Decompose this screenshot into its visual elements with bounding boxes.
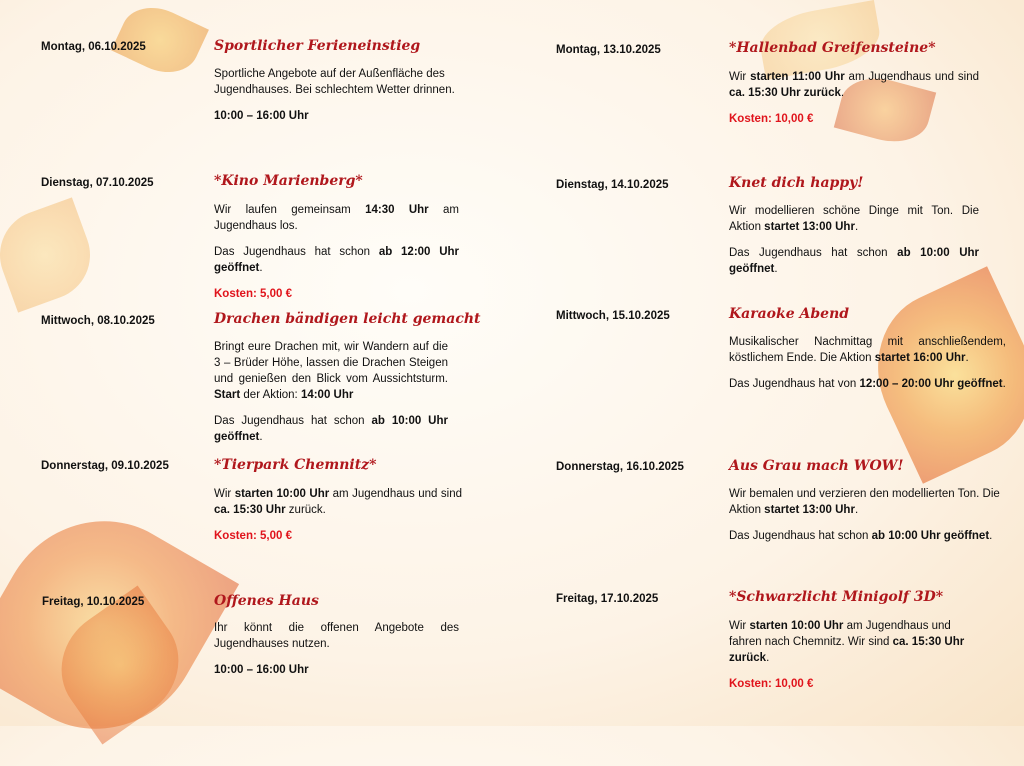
event-date: Freitag, 10.10.2025 (42, 596, 145, 608)
event-description (729, 618, 984, 702)
event-time: 10:00 – 16:00 Uhr (214, 110, 309, 122)
event-date: Donnerstag, 16.10.2025 (556, 461, 684, 473)
event-opening-hours: Das Jugendhaus hat schon ab 10:00 Uhr geöffnet. (214, 415, 448, 443)
event-text: Wir laufen gemeinsam 14:30 Uhr am Jugendhaus los. (214, 204, 459, 232)
event-date: Montag, 06.10.2025 (41, 41, 146, 53)
event-date: Freitag, 17.10.2025 (556, 593, 659, 605)
event-text: Wir bemalen und verzieren den modellierten Ton. Die Aktion startet 13:00 Uhr. (729, 488, 1000, 516)
event-time: 10:00 – 16:00 Uhr (214, 664, 309, 676)
event-title: *Tierpark Chemnitz* (214, 457, 377, 473)
event-title: Drachen bändigen leicht gemacht (214, 311, 481, 327)
event-text: Wir starten 10:00 Uhr am Jugendhaus und sind ca. 15:30 Uhr zurück. (214, 488, 462, 516)
event-text: Bringt eure Drachen mit, wir Wandern auf die 3 – Brüder Höhe, lassen die Drachen Steigen und genießen den Blick vom Aussichtsturm. Start der Aktion: 14:00 Uhr (214, 341, 448, 401)
event-description (729, 334, 1006, 402)
event-opening-hours: Das Jugendhaus hat schon ab 12:00 Uhr geöffnet. (214, 246, 460, 274)
event-date: Mittwoch, 15.10.2025 (556, 310, 670, 322)
event-text: Wir starten 11:00 Uhr am Jugendhaus und sind ca. 15:30 Uhr zurück. (729, 71, 980, 99)
event-description (729, 203, 979, 287)
event-text: Wir modellieren schöne Dinge mit Ton. Die Aktion startet 13:00 Uhr. (729, 205, 979, 233)
event-title: *Schwarzlicht Minigolf 3D* (729, 589, 944, 605)
event-date: Donnerstag, 09.10.2025 (41, 460, 169, 472)
event-title: Aus Grau mach WOW! (729, 458, 904, 474)
event-price: Kosten: 5,00 € (214, 288, 292, 300)
event-description (214, 66, 459, 134)
event-date: Mittwoch, 08.10.2025 (41, 315, 155, 327)
event-description (729, 69, 979, 137)
event-title: Knet dich happy! (729, 175, 864, 191)
event-text: Sportliche Angebote auf der Außenfläche des Jugendhauses. Bei schlechtem Wetter drinnen. (214, 68, 455, 96)
event-description (214, 486, 462, 554)
event-opening-hours: Das Jugendhaus hat schon ab 10:00 Uhr geöffnet. (729, 530, 993, 542)
autumn-leaf-decoration (0, 197, 103, 312)
event-title: *Hallenbad Greifensteine* (729, 40, 936, 56)
event-price: Kosten: 10,00 € (729, 678, 814, 690)
event-opening-hours: Das Jugendhaus hat schon ab 10:00 Uhr geöffnet. (729, 247, 979, 275)
event-description (214, 620, 459, 688)
event-title: *Kino Marienberg* (214, 173, 363, 189)
event-date: Dienstag, 07.10.2025 (41, 177, 154, 189)
event-text: Musikalischer Nachmittag mit anschließendem, köstlichem Ende. Die Aktion startet 16:00 Uhr. (729, 336, 1006, 364)
event-price: Kosten: 5,00 € (214, 530, 292, 542)
event-price: Kosten: 10,00 € (729, 113, 814, 125)
event-title: Sportlicher Ferieneinstieg (214, 38, 421, 54)
event-description (214, 202, 459, 312)
event-description (214, 339, 448, 455)
event-date: Montag, 13.10.2025 (556, 44, 661, 56)
event-description (729, 486, 1004, 554)
event-title: Karaoke Abend (729, 306, 850, 322)
event-date: Dienstag, 14.10.2025 (556, 179, 669, 191)
event-opening-hours: Das Jugendhaus hat von 12:00 – 20:00 Uhr geöffnet. (729, 378, 1006, 390)
event-text: Wir starten 10:00 Uhr am Jugendhaus und fahren nach Chemnitz. Wir sind ca. 15:30 Uhr zurück. (729, 620, 965, 664)
event-title: Offenes Haus (214, 593, 319, 609)
event-text: Ihr könnt die offenen Angebote des Jugendhauses nutzen. (214, 622, 459, 650)
